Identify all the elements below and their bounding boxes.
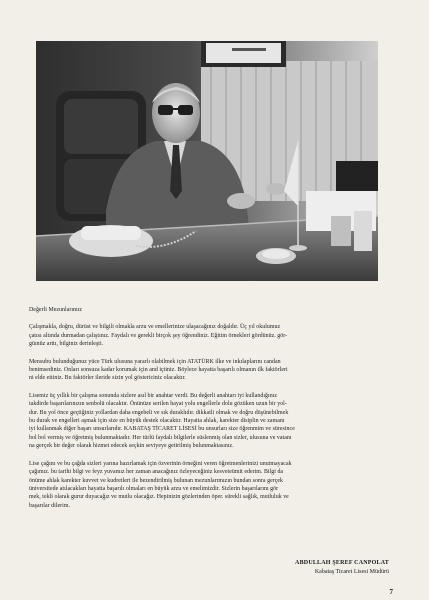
letter-line: başarılar dilerim.: [29, 502, 70, 509]
letter-line: bol bol vermiş ve öğretmiş bulunmaktadır. Her türlü faydalı bilgilerle süslenmiş olan sizler, ulusuna ve vatanı: [29, 434, 292, 441]
letter-line: iyi kullanmak diğer başarı unsurlarıdır. KABATAŞ TİCARET LİSESİ bu unsurları size öğrenmim ve süresince: [29, 426, 295, 433]
letter-line: çağımız. bu tarihi bilgi ve feyz yuvamız her zaman anacağınız özleyeceğiniz kesveteümit ederim. Bilgi da: [29, 469, 284, 476]
letter-line: takdirde başarılarınızın senbolü olacaktır. Önünüze serilen hayat yolu engellerle dolu gözüken uzun bir yol-: [29, 401, 287, 408]
letter-line: na gerçek bir değer olarak hizmet edecek seçkin seviyeye getirilmiş bulunmaktasınız.: [29, 443, 234, 450]
letter-paragraph-4: [29, 460, 391, 510]
wall-frame: [201, 41, 286, 67]
letter-salutation: Değerli Mezunlarımız: [29, 307, 82, 313]
letter-line: Lisemiz üç yıllık bir çalışma sonunda sizlere asıl bir anahtar verdi. Bu değerli anahtarı iyi kullandığınız: [29, 392, 278, 399]
principal-at-desk-photo: [36, 41, 378, 281]
letter-line: bu durak ve engelleri aşmak için size en büyük destek olacaktır. Hayatta ahlak, karekter disiplin ve zamanı: [29, 418, 285, 425]
principal-photo: [36, 41, 378, 281]
letter-paragraph-2: [29, 358, 391, 383]
letter-line: dur. Bu yol önce geçtiğiniz yollardan daha engebeli ve sık duraklıdır. dikkatli olmak ve doğru düşünebilmek: [29, 409, 289, 416]
letter-line: çatısı altında durmadan çalıştınız. Faydalı ve gerekli birçok şey öğrendiniz. Eğitim örnekleri gördünüz. gör-: [29, 332, 288, 339]
letter-line: Mensubu bulunduğunuz yüce Türk ulusuna yararlı olabilmek için ATATÜRK ilke ve inkılaplarını candan: [29, 358, 281, 365]
letter-line: mek, tekli olarak gurur duyacağız ve mutlu olacağız. Hepinizin gözlerinden öper. sürekli sağlık, mutluluk ve: [29, 494, 289, 501]
letter-line: benimsediniz. Onları sonsuza kadar korumak için and içtiniz. Böylece hayatta başarılı olmanın ilk faktörleri: [29, 367, 288, 374]
letter-line: Lise çağını ve bu çağda sizleri yarına hazırlamak için özverinin örneğini veren öğretmenlerinizi unutmayacak: [29, 460, 292, 467]
letter-line: üniversitede atılacakları hayatta başarılı olmaları en büyük arzu ve emelimizdir. Sizlerin başarılarını gör: [29, 485, 279, 492]
signatory-title: Kabataş Ticaret Lisesi Müdürü: [314, 569, 389, 575]
bleed-through-text: [14, 552, 214, 578]
letter-line: güınüz arttı, bilginiz derinleşti.: [29, 341, 104, 348]
signatory-name: ABDULLAH ŞEREF CANPOLAT: [295, 560, 389, 566]
letter-paragraph-1: [29, 323, 391, 348]
signature-block: [295, 559, 389, 577]
page-number: 7: [389, 588, 393, 596]
letter-line: ni elde ettiniz. Bu faktörler ileride sizin yol göstericiniz olacaktır.: [29, 375, 186, 382]
ashtray: [256, 248, 296, 264]
letter-line: önüme ahlak karekter kuvvet ve kudretleri ile bezendirilmiş bulunan mezunlarımızın bundan sonra gerçek: [29, 477, 284, 484]
letter-paragraph-3: [29, 392, 391, 451]
letter-line: Çalışmakla, doğru, dürüst ve bilgili olmakla arzu ve emellerinize ulaşacağınız doğaldır. Üç yıl okulumuz: [29, 324, 281, 331]
graduation-letter: [29, 306, 391, 519]
